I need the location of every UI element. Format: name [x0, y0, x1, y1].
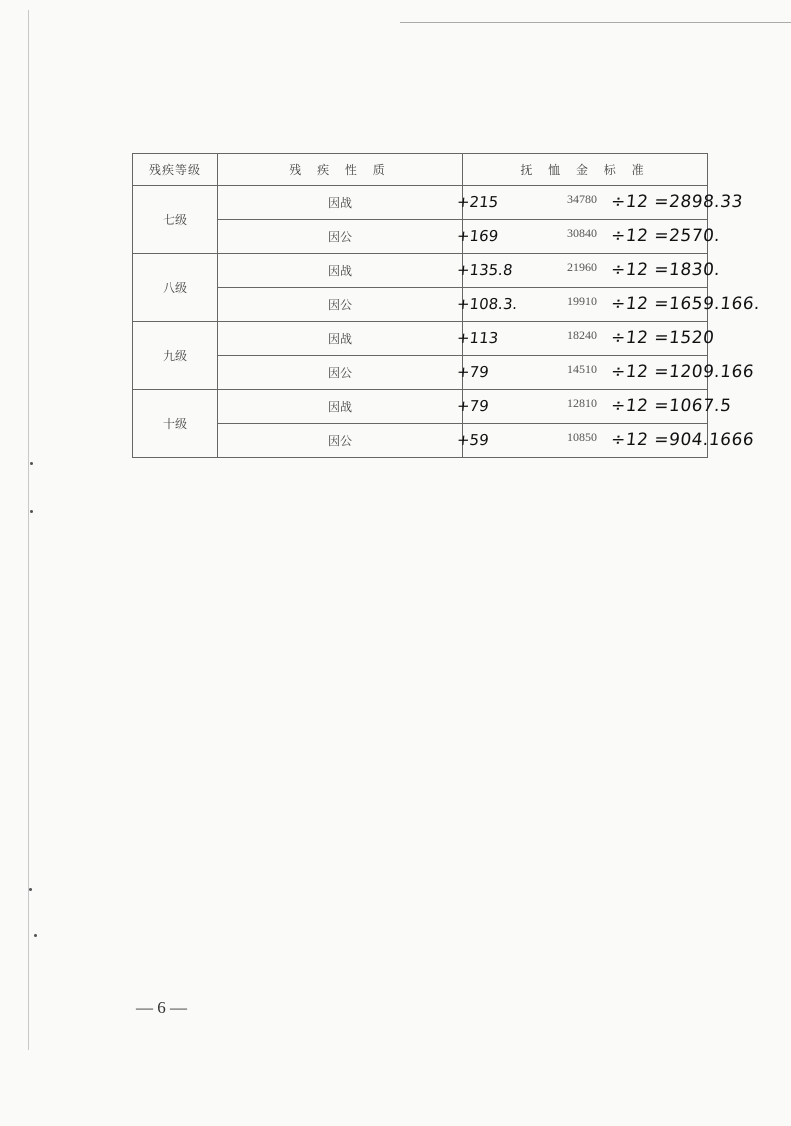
scan-speck	[30, 462, 33, 465]
printed-annual-amount: 14510	[567, 362, 597, 376]
pension-standard-cell	[456, 356, 756, 390]
table-row	[133, 254, 708, 288]
disability-nature-cell: 因战	[218, 254, 463, 288]
page-number: — 6 —	[136, 998, 187, 1017]
pension-standard-cell	[456, 424, 756, 458]
printed-annual-amount: 18240	[567, 328, 597, 342]
disability-grade-cell: 七级	[133, 186, 218, 254]
handwritten-increment: +135.8	[456, 261, 514, 279]
pension-standard-table	[132, 153, 762, 458]
handwritten-increment: +79	[456, 363, 490, 381]
disability-nature-cell: 因战	[218, 390, 463, 424]
handwritten-monthly-calc: ÷12 =1659.166.	[609, 294, 762, 314]
printed-annual-amount: 30840	[567, 226, 597, 240]
pension-standard-cell	[456, 254, 722, 288]
scan-speck	[34, 934, 37, 937]
table-row	[133, 288, 708, 322]
handwritten-increment: +59	[456, 431, 490, 449]
handwritten-monthly-calc: ÷12 =2898.33	[609, 192, 744, 212]
standard-cell-content	[456, 424, 756, 457]
table-row	[133, 390, 708, 424]
handwritten-monthly-calc: ÷12 =904.1666	[609, 430, 756, 450]
printed-annual-amount: 21960	[567, 260, 597, 274]
table-row	[133, 424, 708, 458]
disability-nature-cell: 因战	[218, 322, 463, 356]
handwritten-increment: +108.3.	[456, 295, 519, 313]
table-row	[133, 186, 708, 220]
handwritten-increment: +215	[456, 193, 500, 211]
header-disability-grade: 残疾等级	[133, 154, 218, 186]
standard-cell-content	[456, 186, 744, 219]
table-body	[133, 186, 762, 458]
disability-nature-cell: 因战	[218, 186, 463, 220]
scan-speck	[29, 888, 32, 891]
disability-grade-cell: 八级	[133, 254, 218, 322]
table-row	[133, 322, 708, 356]
top-rule-line	[400, 22, 791, 23]
handwritten-monthly-calc: ÷12 =1830.	[609, 260, 722, 280]
pension-standard-cell	[456, 186, 744, 220]
pension-standard-cell	[456, 288, 762, 322]
scan-edge-line	[28, 10, 29, 1050]
handwritten-monthly-calc: ÷12 =1209.166	[609, 362, 756, 382]
printed-annual-amount: 19910	[567, 294, 597, 308]
standard-cell-content	[456, 254, 722, 287]
handwritten-increment: +79	[456, 397, 490, 415]
header-pension-standard: 抚 恤 金 标 准	[463, 154, 708, 186]
printed-annual-amount: 10850	[567, 430, 597, 444]
handwritten-monthly-calc: ÷12 =2570.	[609, 226, 722, 246]
scan-speck	[30, 510, 33, 513]
handwritten-increment: +113	[456, 329, 500, 347]
header-disability-nature: 残 疾 性 质	[218, 154, 463, 186]
handwritten-increment: +169	[456, 227, 500, 245]
standard-cell-content	[456, 390, 733, 423]
standard-cell-content	[456, 220, 722, 253]
pension-standard-cell	[456, 322, 716, 356]
standard-cell-content	[456, 288, 762, 321]
handwritten-monthly-calc: ÷12 =1520	[609, 328, 716, 348]
table-header-row	[133, 154, 708, 186]
printed-annual-amount: 34780	[567, 192, 597, 206]
standard-cell-content	[456, 356, 756, 389]
table-row	[133, 220, 708, 254]
printed-annual-amount: 12810	[567, 396, 597, 410]
disability-grade-cell: 九级	[133, 322, 218, 390]
table-row	[133, 356, 708, 390]
pension-standard-cell	[456, 220, 722, 254]
handwritten-monthly-calc: ÷12 =1067.5	[609, 396, 733, 416]
disability-nature-cell: 因公	[218, 356, 463, 390]
disability-nature-cell: 因公	[218, 288, 463, 322]
pension-standard-cell	[456, 390, 733, 424]
disability-nature-cell: 因公	[218, 424, 463, 458]
disability-grade-cell: 十级	[133, 390, 218, 458]
standard-cell-content	[456, 322, 716, 355]
disability-nature-cell: 因公	[218, 220, 463, 254]
